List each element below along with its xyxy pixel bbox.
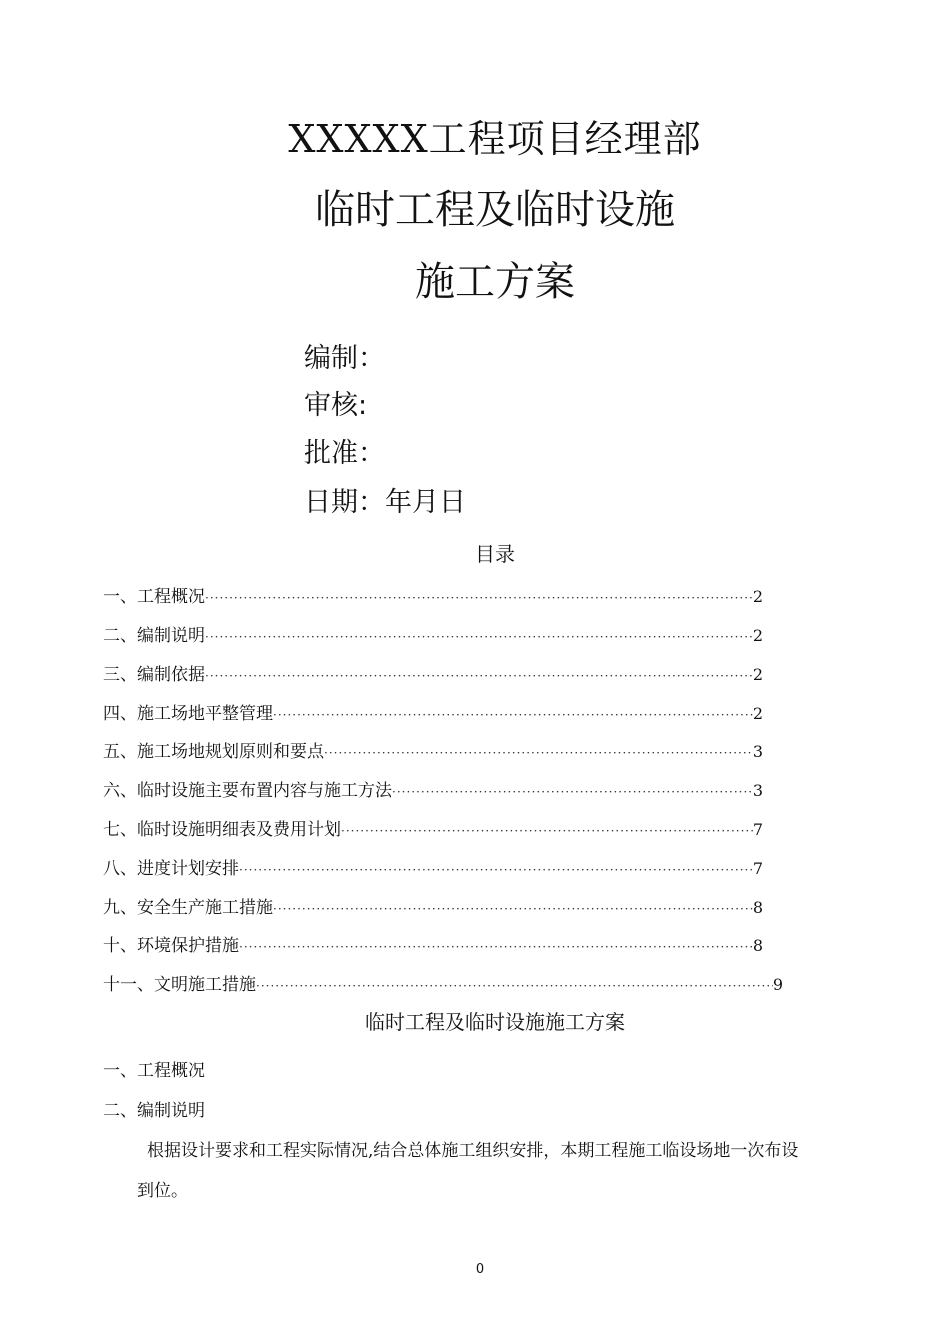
toc-entry-page: 3 bbox=[752, 781, 763, 800]
toc-entry-page: 9 bbox=[772, 975, 783, 994]
toc-entry-page: 7 bbox=[752, 820, 763, 839]
cover-title-line-3: 施工方案 bbox=[415, 259, 575, 305]
toc-entry[interactable] bbox=[103, 970, 783, 994]
toc-entry-page: 8 bbox=[752, 936, 763, 955]
toc-entry[interactable] bbox=[103, 737, 763, 761]
page-number: 0 bbox=[475, 1262, 485, 1277]
toc-entry-label: 三、编制依据 bbox=[103, 665, 205, 685]
toc-entry-label: 十一、文明施工措施 bbox=[103, 975, 256, 995]
toc-leader-dots bbox=[239, 863, 753, 877]
toc-leader-dots bbox=[205, 669, 753, 683]
toc-entry-page: 2 bbox=[752, 665, 763, 684]
toc-leader-dots bbox=[324, 746, 753, 760]
toc-entry[interactable] bbox=[103, 854, 763, 878]
signoff-approved: 批准： bbox=[304, 438, 385, 469]
toc-entry-label: 九、安全生产施工措施 bbox=[103, 898, 273, 918]
signoff-date: 日期：年月日 bbox=[304, 487, 466, 518]
toc-entry-label: 七、临时设施明细表及费用计划 bbox=[103, 820, 341, 840]
toc-entry-label: 六、临时设施主要布置内容与施工方法 bbox=[103, 781, 392, 801]
toc-entry-label: 二、编制说明 bbox=[103, 626, 205, 646]
toc-entry-label: 五、施工场地规划原则和要点 bbox=[103, 742, 324, 762]
toc-entry[interactable] bbox=[103, 660, 763, 684]
toc-entry[interactable] bbox=[103, 931, 763, 955]
toc-entry-page: 2 bbox=[752, 704, 763, 723]
toc-entry-page: 2 bbox=[752, 587, 763, 606]
section-heading: 一、工程概况 bbox=[103, 1061, 205, 1081]
toc-entry[interactable] bbox=[103, 776, 763, 800]
toc-leader-dots bbox=[205, 630, 753, 644]
body-paragraph-line: 到位。 bbox=[137, 1181, 188, 1201]
toc-leader-dots bbox=[256, 979, 773, 993]
toc-entry-page: 7 bbox=[752, 859, 763, 878]
body-paragraph-line: 根据设计要求和工程实际情况,结合总体施工组织安排，本期工程施工临设场地一次布设 bbox=[147, 1141, 799, 1161]
toc-leader-dots bbox=[341, 824, 753, 838]
toc-entry-page: 8 bbox=[752, 898, 763, 917]
toc-entry-page: 2 bbox=[752, 626, 763, 645]
toc-entry-label: 十、环境保护措施 bbox=[103, 936, 239, 956]
signoff-reviewed: 审核: bbox=[304, 390, 368, 421]
toc-entry[interactable] bbox=[103, 699, 763, 723]
cover-title-line-2: 临时工程及临时设施 bbox=[315, 187, 675, 233]
toc-leader-dots bbox=[239, 940, 753, 954]
signoff-compiled: 编制： bbox=[304, 343, 385, 374]
toc-entry[interactable] bbox=[103, 621, 763, 645]
toc-entry[interactable] bbox=[103, 893, 763, 917]
toc-entry[interactable] bbox=[103, 582, 763, 606]
toc-entry-label: 四、施工场地平整管理 bbox=[103, 704, 273, 724]
toc-entry-label: 八、进度计划安排 bbox=[103, 859, 239, 879]
body-title: 临时工程及临时设施施工方案 bbox=[365, 1010, 625, 1034]
toc-leader-dots bbox=[205, 591, 753, 605]
section-heading: 二、编制说明 bbox=[103, 1101, 205, 1121]
toc-entry-label: 一、工程概况 bbox=[103, 587, 205, 607]
toc-entry[interactable] bbox=[103, 815, 763, 839]
toc-leader-dots bbox=[273, 708, 753, 722]
toc-leader-dots bbox=[273, 902, 753, 916]
toc-leader-dots bbox=[392, 785, 753, 799]
toc-entry-page: 3 bbox=[752, 742, 763, 761]
cover-title-line-1: XXXXX工程项目经理部 bbox=[288, 117, 702, 161]
toc-title: 目录 bbox=[475, 542, 515, 566]
